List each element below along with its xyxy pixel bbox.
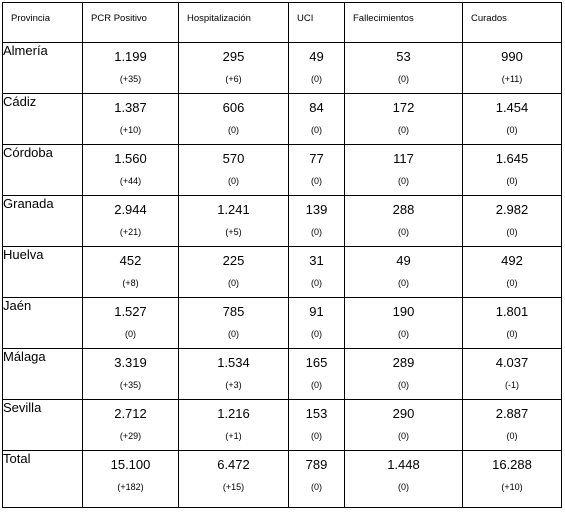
cell-uci bbox=[289, 94, 345, 145]
cell-value: 1.241 bbox=[217, 202, 250, 217]
cell-value: 225 bbox=[222, 253, 245, 268]
cell-change: (0) bbox=[228, 176, 239, 186]
cell-change: (0) bbox=[228, 278, 239, 288]
cell-change: (+10) bbox=[119, 125, 142, 135]
cell-change: (+35) bbox=[119, 74, 142, 84]
cell-change: (0) bbox=[506, 278, 518, 288]
cell-hospitalizacion bbox=[179, 451, 289, 508]
cell-change: (+6) bbox=[225, 74, 242, 84]
cell-curados bbox=[463, 349, 562, 400]
cell-value: 1.387 bbox=[114, 100, 147, 115]
cell-provincia: Almería bbox=[3, 43, 83, 94]
cell-provincia: Córdoba bbox=[3, 145, 83, 196]
cell-change: (+182) bbox=[117, 482, 144, 492]
cell-hospitalizacion bbox=[179, 196, 289, 247]
cell-value: 1.448 bbox=[387, 457, 420, 472]
cell-change: (+8) bbox=[122, 278, 139, 288]
cell-value: 1.216 bbox=[217, 406, 250, 421]
cell-value: 153 bbox=[305, 406, 328, 421]
cell-value: 785 bbox=[222, 304, 245, 319]
cell-fallecimientos bbox=[345, 298, 463, 349]
cell-value: 295 bbox=[222, 49, 245, 64]
cell-change: (0) bbox=[506, 431, 518, 441]
cell-curados bbox=[463, 451, 562, 508]
cell-pcr-positivo bbox=[83, 145, 179, 196]
cell-change: (0) bbox=[398, 380, 409, 390]
cell-uci bbox=[289, 43, 345, 94]
cell-change: (0) bbox=[398, 125, 409, 135]
cell-curados bbox=[463, 196, 562, 247]
cell-value: 4.037 bbox=[495, 355, 529, 370]
cell-fallecimientos bbox=[345, 349, 463, 400]
cell-pcr-positivo bbox=[83, 298, 179, 349]
cell-pcr-positivo bbox=[83, 196, 179, 247]
cell-hospitalizacion bbox=[179, 43, 289, 94]
cell-change: (0) bbox=[506, 329, 518, 339]
cell-value: 91 bbox=[309, 304, 324, 319]
cell-value: 290 bbox=[392, 406, 415, 421]
cell-value: 1.560 bbox=[114, 151, 147, 166]
cell-change: (0) bbox=[506, 227, 518, 237]
cell-provincia: Cádiz bbox=[3, 94, 83, 145]
cell-change: (0) bbox=[311, 74, 322, 84]
cell-provincia: Jaén bbox=[3, 298, 83, 349]
cell-value: 492 bbox=[501, 253, 523, 268]
cell-uci bbox=[289, 247, 345, 298]
cell-pcr-positivo bbox=[83, 43, 179, 94]
cell-fallecimientos bbox=[345, 400, 463, 451]
header-provincia: Provincia bbox=[3, 3, 83, 43]
cell-pcr-positivo bbox=[83, 349, 179, 400]
cell-value: 2.944 bbox=[114, 202, 147, 217]
cell-change: (+1) bbox=[225, 431, 242, 441]
cell-change: (+11) bbox=[501, 74, 523, 84]
table-row bbox=[3, 94, 562, 145]
cell-fallecimientos bbox=[345, 94, 463, 145]
cell-change: (0) bbox=[398, 278, 409, 288]
cell-change: (0) bbox=[398, 176, 409, 186]
cell-change: (+5) bbox=[225, 227, 242, 237]
table-row bbox=[3, 196, 562, 247]
cell-change: (0) bbox=[311, 431, 322, 441]
cell-hospitalizacion bbox=[179, 247, 289, 298]
cell-provincia: Málaga bbox=[3, 349, 83, 400]
cell-fallecimientos bbox=[345, 247, 463, 298]
cell-uci bbox=[289, 298, 345, 349]
cell-change: (+3) bbox=[225, 380, 242, 390]
cell-change: (0) bbox=[228, 125, 239, 135]
cell-change: (+10) bbox=[501, 482, 523, 492]
cell-value: 1.527 bbox=[114, 304, 147, 319]
table-row bbox=[3, 247, 562, 298]
cell-hospitalizacion bbox=[179, 298, 289, 349]
cell-change: (+35) bbox=[119, 380, 142, 390]
cell-value: 53 bbox=[396, 49, 411, 64]
cell-change: (0) bbox=[311, 482, 322, 492]
cell-fallecimientos bbox=[345, 145, 463, 196]
cell-provincia: Total bbox=[3, 451, 83, 508]
cell-change: (0) bbox=[311, 227, 322, 237]
header-hospitalizacion: Hospitalización bbox=[179, 3, 289, 43]
cell-change: (0) bbox=[311, 125, 322, 135]
cell-value: 15.100 bbox=[110, 457, 151, 472]
cell-curados bbox=[463, 43, 562, 94]
cell-change: (0) bbox=[311, 380, 322, 390]
cell-value: 31 bbox=[309, 253, 324, 268]
cell-uci bbox=[289, 349, 345, 400]
cell-value: 570 bbox=[222, 151, 245, 166]
cell-value: 1.645 bbox=[495, 151, 529, 166]
cell-value: 16.288 bbox=[492, 457, 532, 472]
cell-curados bbox=[463, 247, 562, 298]
header-row bbox=[3, 3, 562, 43]
cell-change: (+21) bbox=[119, 227, 142, 237]
cell-provincia: Huelva bbox=[3, 247, 83, 298]
cell-change: (0) bbox=[228, 329, 239, 339]
cell-value: 2.982 bbox=[495, 202, 529, 217]
cell-provincia: Granada bbox=[3, 196, 83, 247]
cell-value: 84 bbox=[309, 100, 324, 115]
cell-hospitalizacion bbox=[179, 94, 289, 145]
cell-curados bbox=[463, 94, 562, 145]
cell-value: 2.712 bbox=[114, 406, 147, 421]
table-row bbox=[3, 349, 562, 400]
cell-value: 606 bbox=[222, 100, 245, 115]
cell-hospitalizacion bbox=[179, 349, 289, 400]
cell-value: 3.319 bbox=[114, 355, 147, 370]
cell-hospitalizacion bbox=[179, 145, 289, 196]
table-row bbox=[3, 400, 562, 451]
cell-curados bbox=[463, 298, 562, 349]
cell-uci bbox=[289, 196, 345, 247]
cell-fallecimientos bbox=[345, 43, 463, 94]
cell-value: 49 bbox=[396, 253, 411, 268]
cell-fallecimientos bbox=[345, 451, 463, 508]
cell-uci bbox=[289, 451, 345, 508]
cell-change: (0) bbox=[125, 329, 136, 339]
cell-value: 1.199 bbox=[114, 49, 147, 64]
table-row bbox=[3, 43, 562, 94]
cell-change: (0) bbox=[311, 176, 322, 186]
cell-change: (0) bbox=[398, 329, 409, 339]
table-row bbox=[3, 451, 562, 508]
cell-change: (+44) bbox=[119, 176, 142, 186]
cell-pcr-positivo bbox=[83, 94, 179, 145]
cell-uci bbox=[289, 400, 345, 451]
cell-value: 139 bbox=[305, 202, 328, 217]
cell-value: 172 bbox=[392, 100, 415, 115]
cell-change: (+29) bbox=[119, 431, 142, 441]
cell-value: 190 bbox=[392, 304, 415, 319]
cell-change: (0) bbox=[311, 329, 322, 339]
cell-change: (0) bbox=[398, 482, 409, 492]
cell-change: (0) bbox=[398, 431, 409, 441]
cell-curados bbox=[463, 400, 562, 451]
cell-value: 990 bbox=[501, 49, 523, 64]
cell-change: (0) bbox=[398, 74, 409, 84]
cell-change: (+15) bbox=[222, 482, 245, 492]
cell-value: 1.454 bbox=[495, 100, 529, 115]
cell-value: 49 bbox=[309, 49, 324, 64]
cell-pcr-positivo bbox=[83, 451, 179, 508]
cell-value: 77 bbox=[309, 151, 324, 166]
cell-value: 289 bbox=[392, 355, 415, 370]
header-fallecimientos: Fallecimientos bbox=[345, 3, 463, 43]
cell-value: 165 bbox=[305, 355, 328, 370]
header-uci: UCI bbox=[289, 3, 345, 43]
cell-value: 288 bbox=[392, 202, 415, 217]
cell-value: 1.534 bbox=[217, 355, 250, 370]
cell-value: 6.472 bbox=[217, 457, 250, 472]
cell-value: 117 bbox=[393, 151, 414, 166]
cell-change: (0) bbox=[506, 176, 518, 186]
cell-change: (0) bbox=[311, 278, 322, 288]
header-pcr-positivo: PCR Positivo bbox=[83, 3, 179, 43]
cell-fallecimientos bbox=[345, 196, 463, 247]
cell-change: (-1) bbox=[505, 380, 519, 390]
cell-pcr-positivo bbox=[83, 400, 179, 451]
cell-provincia: Sevilla bbox=[3, 400, 83, 451]
table-row bbox=[3, 298, 562, 349]
cell-value: 789 bbox=[305, 457, 328, 472]
cell-change: (0) bbox=[506, 125, 518, 135]
cell-value: 1.801 bbox=[495, 304, 529, 319]
cell-pcr-positivo bbox=[83, 247, 179, 298]
cell-value: 452 bbox=[119, 253, 142, 268]
table-row bbox=[3, 145, 562, 196]
cell-change: (0) bbox=[398, 227, 409, 237]
table-body bbox=[3, 43, 562, 508]
header-curados: Curados bbox=[463, 3, 562, 43]
cell-uci bbox=[289, 145, 345, 196]
covid-province-table bbox=[2, 2, 562, 508]
cell-hospitalizacion bbox=[179, 400, 289, 451]
cell-curados bbox=[463, 145, 562, 196]
cell-value: 2.887 bbox=[495, 406, 529, 421]
